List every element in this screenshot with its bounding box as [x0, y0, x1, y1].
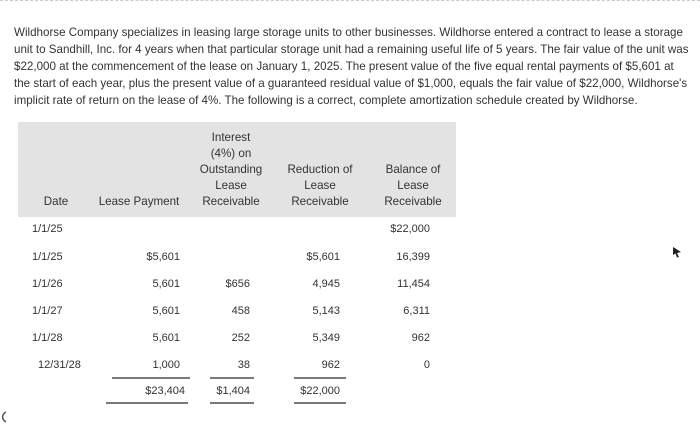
row-3-reduction: 5,143 — [312, 305, 340, 317]
total-rule-interest — [210, 402, 254, 404]
total-interest: $1,404 — [216, 385, 250, 397]
mouse-cursor-icon — [672, 246, 682, 258]
subtotal-rule-reduction — [294, 377, 346, 379]
row-4-reduction: 5,349 — [312, 332, 340, 344]
total-reduction: $22,000 — [300, 385, 340, 397]
row-2-interest: $656 — [225, 278, 250, 290]
total-rule-payment — [106, 402, 188, 404]
header-lease-payment: Lease Payment — [98, 195, 180, 208]
row-5-date: 12/31/28 — [38, 359, 81, 371]
subtotal-rule-payment — [112, 377, 190, 379]
row-5-balance: 0 — [423, 359, 430, 371]
problem-text: Wildhorse Company specializes in leasing large storage units to other businesses. Wildhorse entered a contract to lease a storage unit to Sandhill, Inc. for 4 years when that particular storage unit had a remaining useful life of 5 years. The fair value of the unit was $22,000 at the commencement of the lease on January 1, 2025. The present value of the five equal rental payments of $5,601 at the start of each year, plus the present value of a guaranteed residual value of $1,000, equals the fair value of $22,000, Wildhorse's implicit rate of return on the lease of 4%. The following is a correct, complete amortization schedule created by Wildhorse. — [14, 26, 689, 107]
row-1-date: 1/1/25 — [32, 251, 63, 263]
row-3-payment: 5,601 — [152, 305, 180, 317]
row-3-balance: 6,311 — [403, 305, 430, 317]
row-2-date: 1/1/26 — [32, 278, 63, 290]
row-0-balance: $22,000 — [390, 223, 430, 235]
row-4-interest: 252 — [231, 332, 250, 344]
top-border — [0, 0, 700, 6]
row-1-payment: $5,601 — [146, 251, 180, 263]
header-reduction: Reduction of Lease Receivable — [287, 163, 353, 208]
header-date: Date — [43, 195, 69, 208]
row-2-balance: 11,454 — [397, 278, 430, 290]
row-5-payment: 1,000 — [152, 359, 180, 371]
header-interest: Interest (4%) on Outstanding Lease Receivable — [199, 131, 263, 208]
row-4-date: 1/1/28 — [32, 332, 63, 344]
subtotal-rule-interest — [210, 377, 254, 379]
row-1-balance: 16,399 — [396, 251, 430, 263]
row-2-payment: 5,601 — [152, 278, 180, 290]
row-5-interest: 38 — [237, 359, 250, 371]
row-5-reduction: 962 — [321, 359, 340, 371]
row-1-reduction: $5,601 — [306, 251, 340, 263]
partial-icon — [0, 410, 8, 424]
row-0-date: 1/1/25 — [32, 223, 63, 235]
row-2-reduction: 4,945 — [312, 278, 340, 290]
total-payment: $23,404 — [145, 385, 185, 397]
total-rule-reduction — [294, 402, 346, 404]
header-balance: Balance of Lease Receivable — [384, 163, 442, 208]
row-4-balance: 962 — [411, 332, 430, 344]
row-3-interest: 458 — [231, 305, 250, 317]
row-4-payment: 5,601 — [152, 332, 180, 344]
row-3-date: 1/1/27 — [32, 305, 63, 317]
